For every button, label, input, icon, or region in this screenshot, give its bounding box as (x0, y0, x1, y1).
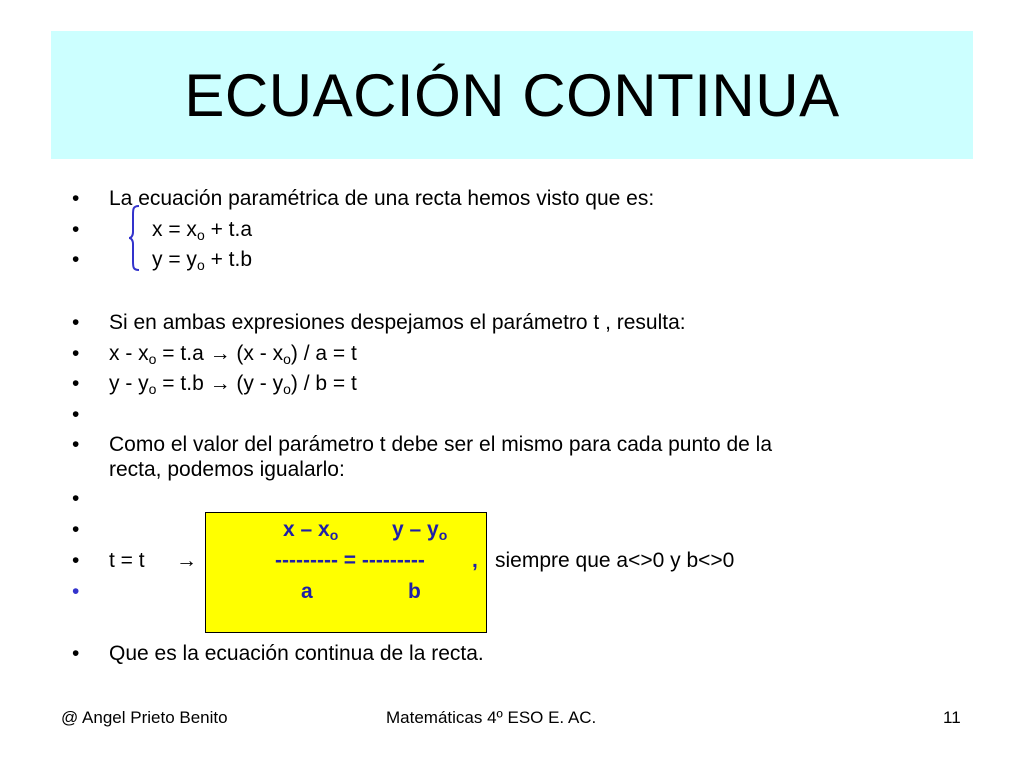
solve-text: Si en ambas expresiones despejamos el parámetro t , resulta: (109, 311, 686, 334)
bullet: • (72, 487, 80, 510)
bullet: • (72, 642, 80, 665)
bullet: • (72, 549, 80, 572)
arrow-right-icon: → (209, 372, 231, 395)
bullet-line-solve (0, 308, 1024, 338)
bullet-line-param-x (0, 215, 1024, 245)
footer-author: @ Angel Prieto Benito (61, 708, 228, 727)
step-y-equation: $y - y_o = t.b \to (y - y_o) / b = t$ (109, 372, 357, 397)
param-y-equation: $y = y_o + t.b$ (152, 248, 253, 273)
footer-page-number: 11 (943, 708, 961, 727)
bullet-line-numerators (0, 515, 1024, 545)
bullet: • (72, 372, 80, 395)
bullet-line-intro (0, 184, 1024, 214)
numerator-x: x – $x_o$ (283, 518, 339, 543)
bullet-line-param-y (0, 245, 1024, 275)
como-text-1: Como el valor del parámetro t debe ser el mismo para cada punto de la (109, 433, 773, 456)
bullet: • (72, 311, 80, 334)
arrow-right-icon: → (209, 342, 231, 365)
como-text-2: recta, podemos igualarlo: (109, 458, 345, 481)
bullet: • (72, 580, 80, 603)
denominator-b: b (408, 580, 421, 603)
bullet-line-denominators (0, 577, 1024, 607)
slide-title: ECUACIÓN CONTINUA (184, 61, 840, 129)
condition-text: siempre que a<>0 y b<>0 (495, 549, 735, 572)
param-x-equation: $x = x_o + t.a$ (152, 218, 253, 243)
fraction-line: --------- = --------- (275, 549, 425, 572)
bullet: • (72, 433, 80, 456)
title-banner (51, 31, 973, 159)
bullet: • (72, 518, 80, 541)
bullet-line-formula (0, 546, 1024, 576)
numerator-y: y – $y_o$ (392, 518, 448, 543)
bullet: • (72, 342, 80, 365)
bullet-line-conclusion (0, 639, 1024, 669)
bullet: • (72, 187, 80, 210)
como-continuation (0, 455, 1024, 485)
formula-comma: , (472, 549, 478, 572)
arrow-right-icon: → (176, 549, 197, 572)
t-equals-t: t = t (109, 549, 145, 572)
step-x-equation: $x - x_o = t.a \to (x - x_o) / a = t$ (109, 342, 357, 367)
bullet-line-empty (0, 400, 1024, 430)
bullet: • (72, 403, 80, 426)
bullet-line-empty (0, 484, 1024, 514)
conclusion-text: Que es la ecuación continua de la recta. (109, 642, 484, 665)
bullet: • (72, 248, 80, 271)
bullet-line-step-y (0, 369, 1024, 399)
bullet: • (72, 218, 80, 241)
bullet-line-step-x (0, 339, 1024, 369)
intro-text: La ecuación paramétrica de una recta hemos visto que es: (109, 187, 655, 210)
denominator-a: a (301, 580, 313, 603)
footer-course: Matemáticas 4º ESO E. AC. (386, 708, 597, 727)
